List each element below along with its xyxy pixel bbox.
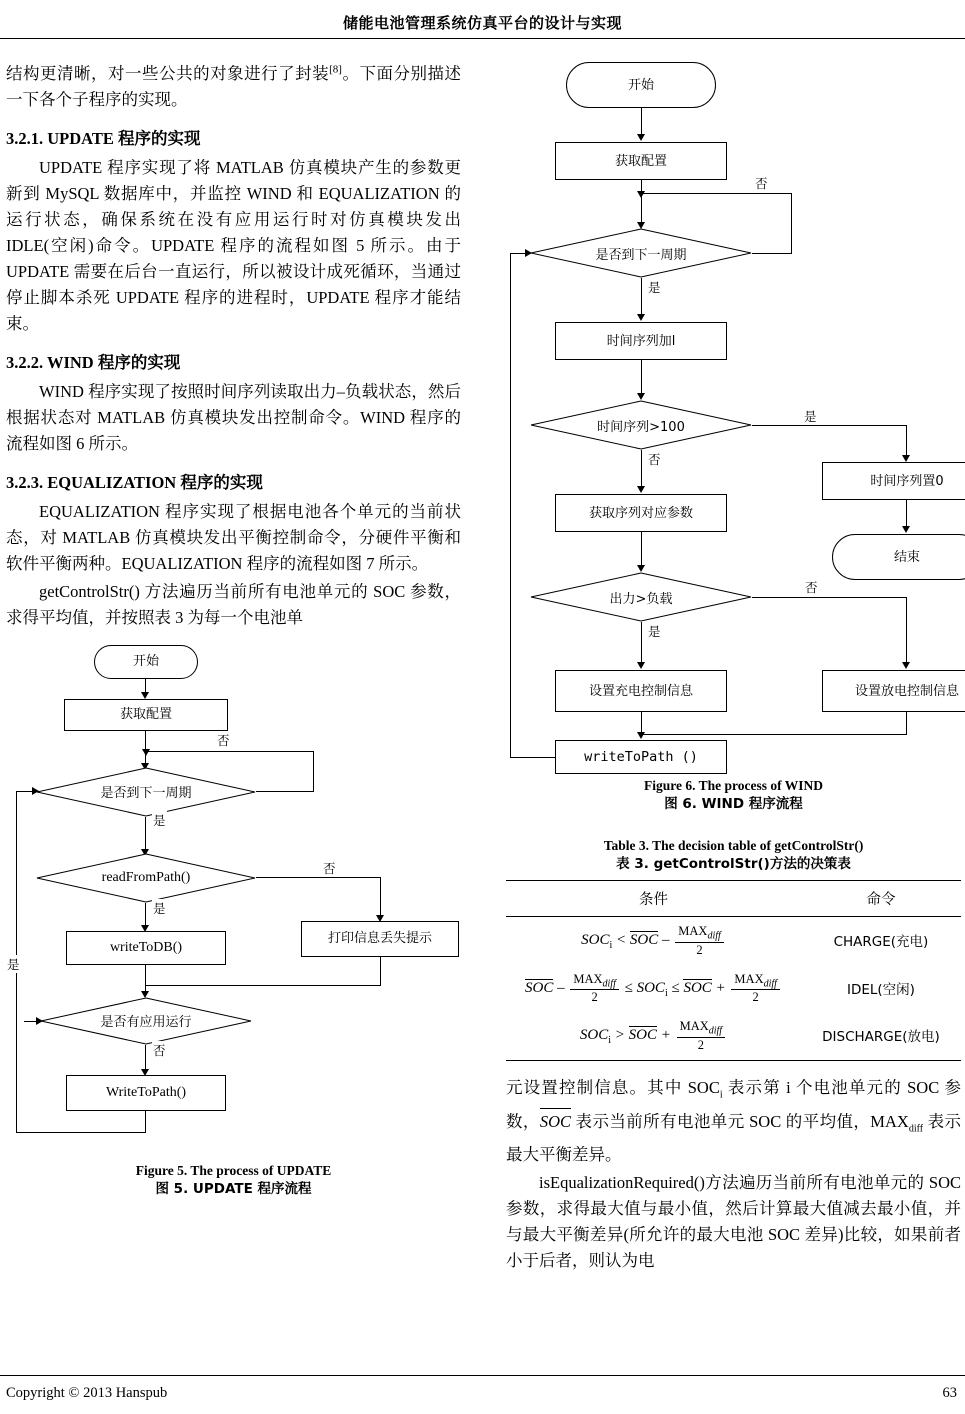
node-decision-seq-gt-100	[530, 400, 752, 450]
node-start: 开始	[94, 645, 198, 679]
connector	[145, 817, 146, 851]
node-decision-read-from-path	[36, 853, 256, 903]
connector	[510, 253, 511, 757]
arrow-down-icon	[637, 565, 645, 572]
connector	[145, 903, 146, 927]
label-no: 否	[153, 1042, 166, 1058]
figure-5-caption-en: Figure 5. The process of UPDATE	[135, 1162, 332, 1178]
node-decision-read-from-path-label: readFromPath()	[101, 869, 191, 885]
paragraph-intro	[6, 56, 461, 113]
table-cell-command: CHARGE(充电)	[801, 917, 961, 965]
figure-6-caption-en: Figure 6. The process of WIND	[643, 778, 823, 793]
connector	[641, 360, 642, 396]
connector	[641, 108, 642, 136]
connector	[146, 985, 381, 986]
arrow-down-icon	[902, 662, 910, 669]
arrow-down-icon	[637, 134, 645, 141]
connector	[752, 253, 792, 254]
table-3-caption-cn: 表 3. getControlStr()方法的决策表	[616, 856, 851, 872]
decision-table	[506, 880, 961, 1061]
node-set-discharge: 设置放电控制信息	[822, 670, 965, 712]
footer-rule	[0, 1375, 965, 1376]
label-yes: 是	[153, 812, 166, 828]
label-no: 否	[755, 176, 768, 191]
node-decision-seq-gt-100-label: 时间序列>100	[597, 419, 685, 435]
node-decision-app-running	[40, 997, 252, 1045]
table-cell-condition: $SOC_i$ > SOC + $\frac{MAX_{diff}}{2}$	[506, 1012, 801, 1060]
paragraph-intro-text: 结构更清晰，对一些公共的对象进行了封装[8]。下面分别描述一下各个子程序的实现。	[6, 63, 462, 109]
arrow-right-icon	[525, 249, 532, 257]
table-row	[506, 965, 961, 1013]
connector	[313, 751, 314, 792]
node-get-config: 获取配置	[555, 142, 727, 180]
figure-5-caption-cn: 图 5. UPDATE 程序流程	[155, 1180, 312, 1197]
paragraph-equalization-required: isEqualizationRequired()方法遍历当前所有电池单元的 SOC 参数，求得最大值与最小值，然后计算最大值减去最小值，并与最大平衡差异(所允许的最大电池 SOC 差异)比较，如果前者小于后者，则认为电	[506, 1173, 961, 1271]
table-cell-command: DISCHARGE(放电)	[801, 1012, 961, 1060]
figure-6-caption	[506, 776, 961, 814]
connector	[256, 791, 314, 792]
table-cell-command: IDEL(空闲)	[846, 981, 915, 998]
arrow-down-icon	[637, 732, 645, 739]
arrow-down-icon	[637, 662, 645, 669]
paragraph-equalization: EQUALIZATION 程序实现了根据电池各个单元的当前状态，对 MATLAB 仿真模块发出平衡控制命令，分硬件平衡和软件平衡两种。EQUALIZATION 程序的流程如图 7 所示。	[6, 501, 461, 573]
node-print-lost-message: 打印信息丢失提示	[301, 921, 459, 957]
label-no: 否	[217, 732, 230, 748]
arrow-down-icon	[637, 393, 645, 400]
connector	[752, 425, 907, 426]
node-decision-next-cycle-label: 是否到下一周期	[100, 786, 192, 801]
footer-page-number: 63	[942, 1385, 957, 1401]
table-header-row	[506, 881, 961, 917]
arrow-down-icon	[637, 314, 645, 321]
node-set-charge: 设置充电控制信息	[555, 670, 727, 712]
arrow-down-icon	[141, 692, 149, 699]
paragraph-soc-explain: 元设置控制信息。其中 $SOC_i$ 表示第 i 个电池单元的 SOC 参数，SOC 表示当前所有电池单元 SOC 的平均值，$MAX_{diff}$ 表示最大平衡差异。	[506, 1077, 962, 1165]
arrow-down-icon	[902, 526, 910, 533]
table-cell-condition: SOC – $\frac{MAX_{diff}}{2}$ ≤ $SOC_i$ ≤ SOC + $\frac{MAX_{diff}}{2}$	[506, 965, 801, 1013]
right-column	[506, 56, 961, 1276]
section-heading-3-2-1: 3.2.1. UPDATE 程序的实现	[6, 128, 201, 148]
paragraph-update: UPDATE 程序实现了将 MATLAB 仿真模块产生的参数更新到 MySQL 数据库中，并监控 WIND 和 EQUALIZATION 的运行状态，确保系统在没有应用运行时对仿真模块发出 IDLE(空闲)命令。UPDATE 程序的流程如图 5 所示。由于 UPDATE 需要在后台一直运行，所以被设计成死循环，当通过停止脚本杀死 UPDATE 程序的进程时，UPDATE 程序才能结束。	[6, 157, 461, 333]
connector	[145, 731, 146, 765]
connector	[641, 712, 642, 734]
figure-6-flowchart	[506, 56, 961, 774]
connector	[145, 679, 146, 693]
connector	[906, 712, 907, 734]
connector	[256, 877, 381, 878]
section-heading-3-2-3: 3.2.3. EQUALIZATION 程序的实现	[6, 472, 263, 492]
node-decision-next-cycle	[530, 228, 752, 278]
node-start: 开始	[566, 62, 716, 108]
arrow-down-icon	[902, 455, 910, 462]
table-header-command: 命令	[801, 881, 961, 917]
label-yes: 是	[153, 900, 166, 916]
connector	[752, 597, 907, 598]
connector	[146, 751, 314, 752]
connector	[906, 425, 907, 457]
table-row	[506, 917, 961, 965]
node-end: 结束	[832, 534, 965, 580]
label-no: 否	[648, 452, 661, 467]
table-3-caption-en: Table 3. The decision table of getControlStr()	[603, 838, 864, 853]
table-3-caption	[506, 836, 961, 874]
connector	[641, 278, 642, 316]
connector	[791, 193, 792, 254]
node-decision-out-gt-load	[530, 572, 752, 622]
arrow-down-icon	[142, 749, 150, 756]
node-write-to-path: WriteToPath()	[66, 1075, 226, 1111]
label-yes: 是	[648, 280, 661, 295]
connector	[906, 500, 907, 528]
connector	[906, 597, 907, 665]
node-decision-app-running-label: 是否有应用运行	[100, 1015, 192, 1030]
label-yes: 是	[7, 956, 20, 972]
connector	[641, 622, 642, 664]
footer-copyright: Copyright © 2013 Hanspub	[6, 1385, 168, 1401]
arrow-down-icon	[637, 486, 645, 493]
connector	[16, 1132, 146, 1133]
connector	[145, 1111, 146, 1133]
table-cell-condition: $SOC_i$ < SOC – $\frac{MAX_{diff}}{2}$	[506, 917, 801, 965]
paragraph-wind: WIND 程序实现了按照时间序列读取出力–负载状态，然后根据状态对 MATLAB 仿真模块发出控制命令。WIND 程序的流程如图 6 所示。	[6, 381, 461, 453]
paragraph-getcontrolstr: getControlStr() 方法遍历当前所有电池单元的 SOC 参数，求得平均值，并按照表 3 为每一个电池单	[6, 581, 461, 627]
node-seq-add: 时间序列加l	[555, 322, 727, 360]
arrow-right-icon	[32, 787, 39, 795]
arrow-right-icon	[36, 1017, 43, 1025]
label-yes: 是	[804, 409, 817, 424]
node-write-to-db: writeToDB()	[66, 931, 226, 965]
table-row	[506, 1012, 961, 1060]
connector	[641, 450, 642, 488]
node-decision-next-cycle	[36, 767, 256, 817]
connector	[145, 1045, 146, 1071]
node-decision-out-gt-load-label: 出力>负载	[609, 591, 673, 607]
connector	[641, 734, 907, 735]
node-get-config: 获取配置	[64, 699, 228, 731]
label-no: 否	[805, 580, 818, 595]
running-head: 储能电池管理系统仿真平台的设计与实现	[342, 14, 622, 32]
section-heading-3-2-2: 3.2.2. WIND 程序的实现	[6, 352, 181, 372]
connector	[641, 180, 642, 224]
table-header-condition: 条件	[506, 881, 801, 917]
header-rule	[0, 38, 965, 39]
connector	[380, 957, 381, 985]
node-seq-reset: 时间序列置0	[822, 462, 965, 500]
node-write-to-path: writeToPath ()	[555, 740, 727, 774]
label-no: 否	[323, 860, 336, 876]
connector	[380, 877, 381, 917]
node-get-params: 获取序列对应参数	[555, 494, 727, 532]
arrow-down-icon	[637, 191, 645, 198]
label-yes: 是	[648, 624, 661, 639]
connector	[641, 532, 642, 568]
node-decision-next-cycle-label: 是否到下一周期	[595, 247, 687, 263]
connector	[642, 193, 792, 194]
figure-5-caption	[6, 1161, 461, 1199]
figure-5-flowchart	[6, 645, 461, 1155]
left-column	[6, 56, 461, 1199]
connector	[510, 757, 556, 758]
figure-6-caption-cn: 图 6. WIND 程序流程	[664, 796, 803, 812]
